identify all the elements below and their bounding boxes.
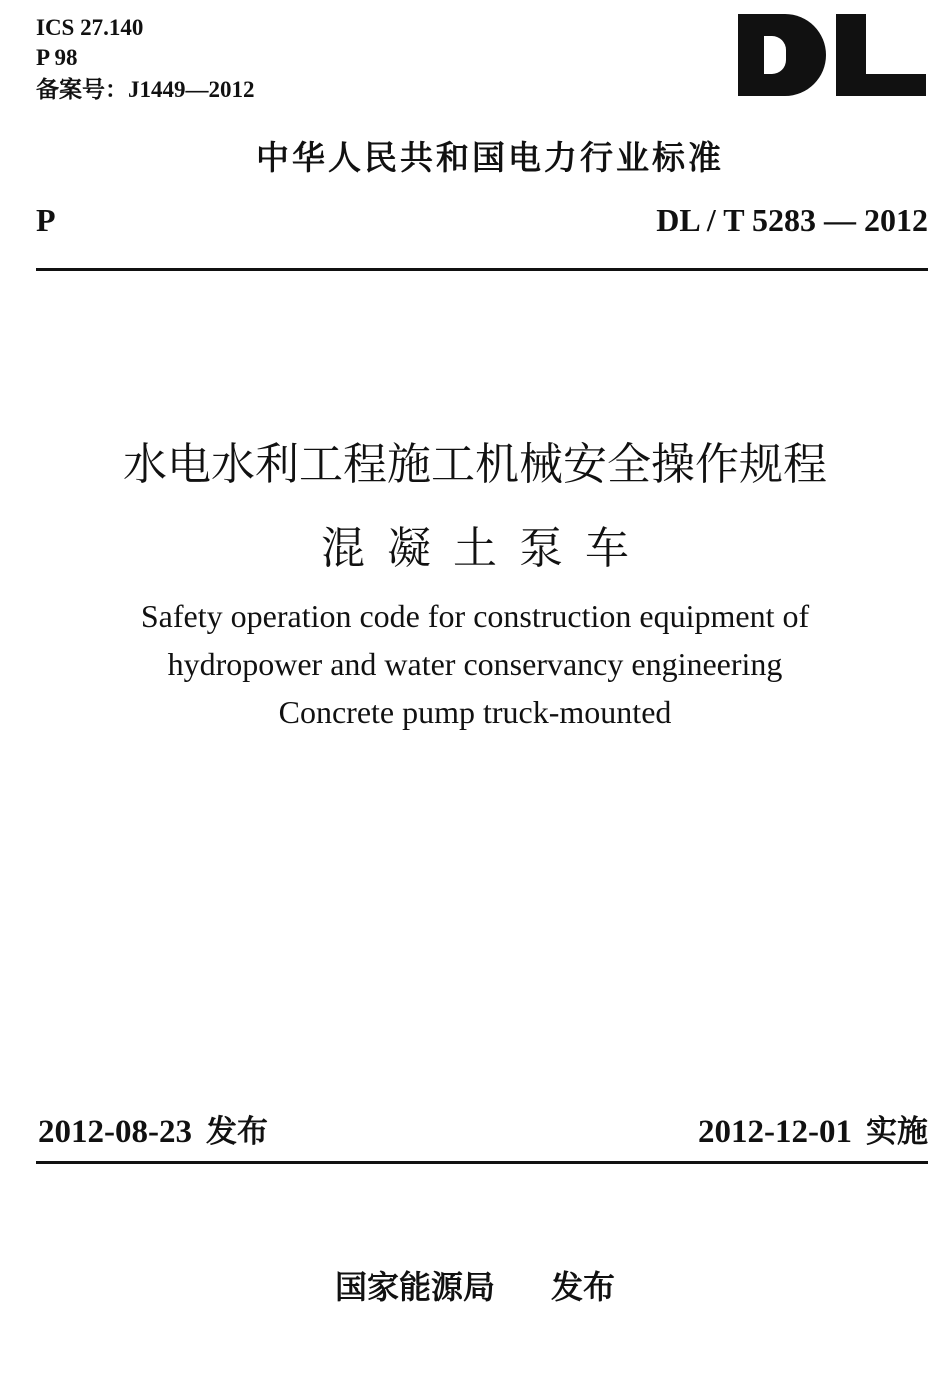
ics-code: ICS 27.140	[36, 15, 144, 40]
english-title-line-2: hydropower and water conservancy engineering	[167, 646, 783, 682]
issue-label: 发布	[205, 1114, 268, 1150]
publisher-action: 发布	[551, 1268, 616, 1306]
publisher-line	[0, 1262, 950, 1308]
standard-code: DL / T 5283 — 2012	[656, 202, 928, 238]
org-standard-title: 中华人民共和国电力行业标准	[256, 138, 724, 177]
record-number: 备案号：J1449—2012	[36, 77, 255, 102]
english-title-line-1: Safety operation code for construction equipment of	[140, 598, 810, 634]
effective-label: 实施	[866, 1114, 928, 1150]
standard-category: P	[36, 202, 56, 238]
publisher-name: 国家能源局	[334, 1268, 495, 1306]
bottom-divider	[36, 1161, 928, 1164]
classification-code: P 98	[36, 45, 78, 70]
dl-logo-letter-l	[836, 14, 926, 96]
issue-date-block	[38, 1106, 268, 1151]
effective-date-block	[698, 1106, 928, 1151]
dl-logo-letter-d	[738, 14, 826, 96]
chinese-main-title: 水电水利工程施工机械安全操作规程	[123, 439, 827, 490]
top-divider	[36, 268, 928, 271]
dl-logo	[738, 14, 926, 96]
english-title-line-3: Concrete pump truck-mounted	[278, 694, 672, 730]
effective-date: 2012-12-01	[698, 1114, 852, 1150]
chinese-subtitle: 混凝土泵车	[321, 523, 651, 574]
issue-date: 2012-08-23	[38, 1114, 192, 1150]
